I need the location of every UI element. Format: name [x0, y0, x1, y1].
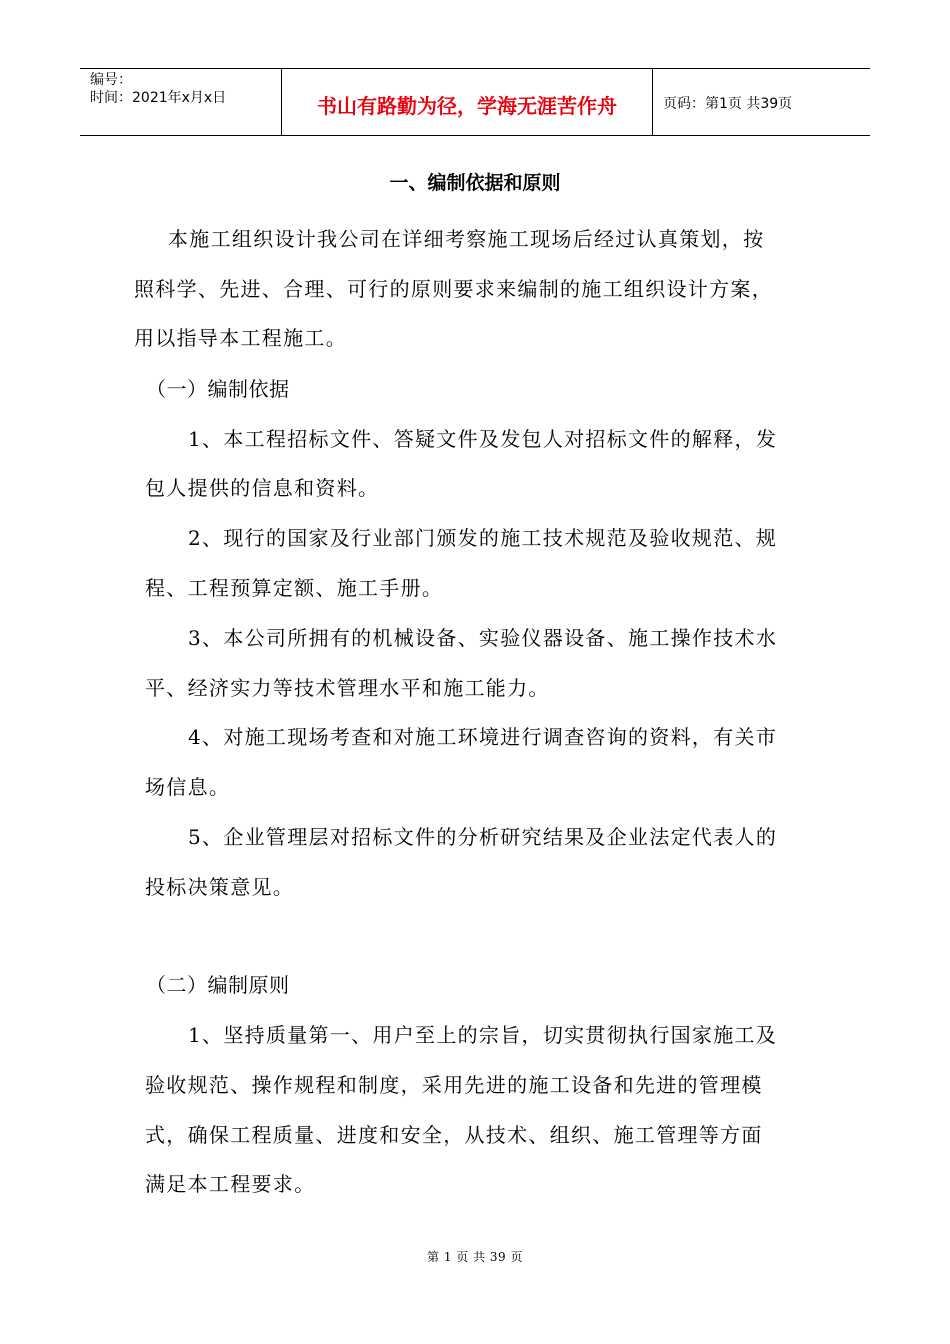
header-motto: 书山有路勤为径，学海无涯苦作舟 [281, 69, 653, 135]
principle-item-line: 1、坚持质量第一、用户至上的宗旨，切实贯彻执行国家施工及 [188, 1023, 778, 1047]
intro-line: 用以指导本工程施工。 [134, 326, 347, 350]
principle-item-line: 式，确保工程质量、进度和安全，从技术、组织、施工管理等方面 [145, 1123, 763, 1147]
page-header [80, 68, 870, 136]
basis-item-line: 1、本工程招标文件、答疑文件及发包人对招标文件的解释，发 [188, 427, 778, 451]
basis-item-line: 5、企业管理层对招标文件的分析研究结果及企业法定代表人的 [188, 825, 778, 849]
header-meta [80, 69, 281, 135]
basis-item-line: 平、经济实力等技术管理水平和施工能力。 [145, 676, 550, 700]
basis-item-line: 程、工程预算定额、施工手册。 [145, 576, 444, 600]
basis-item-line: 投标决策意见。 [145, 875, 295, 899]
principle-item-line: 满足本工程要求。 [145, 1172, 316, 1196]
intro-line: 照科学、先进、合理、可行的原则要求来编制的施工组织设计方案， [134, 277, 773, 301]
intro-line: 本施工组织设计我公司在详细考察施工现场后经过认真策划，按 [168, 227, 765, 251]
header-page-info: 页码：第1页 共39页 [663, 96, 793, 112]
basis-item-line: 包人提供的信息和资料。 [145, 476, 380, 500]
basis-item-line: 4、对施工现场考查和对施工环境进行调查咨询的资料，有关市 [188, 725, 778, 749]
document-time-label: 时间：2021年x月x日 [90, 90, 227, 106]
subsection-heading-principles: （二）编制原则 [146, 973, 290, 997]
basis-item-line: 3、本公司所拥有的机械设备、实验仪器设备、施工操作技术水 [188, 626, 778, 650]
principle-item-line: 验收规范、操作规程和制度，采用先进的施工设备和先进的管理模 [145, 1073, 763, 1097]
subsection-heading-basis: （一）编制依据 [146, 377, 290, 401]
basis-item-line: 场信息。 [145, 775, 231, 799]
page-footer-number: 第 1 页 共 39 页 [427, 1250, 523, 1264]
basis-item-line: 2、现行的国家及行业部门颁发的施工技术规范及验收规范、规 [188, 526, 778, 550]
document-number-label: 编号： [90, 72, 132, 88]
section-title: 一、编制依据和原则 [389, 172, 561, 194]
